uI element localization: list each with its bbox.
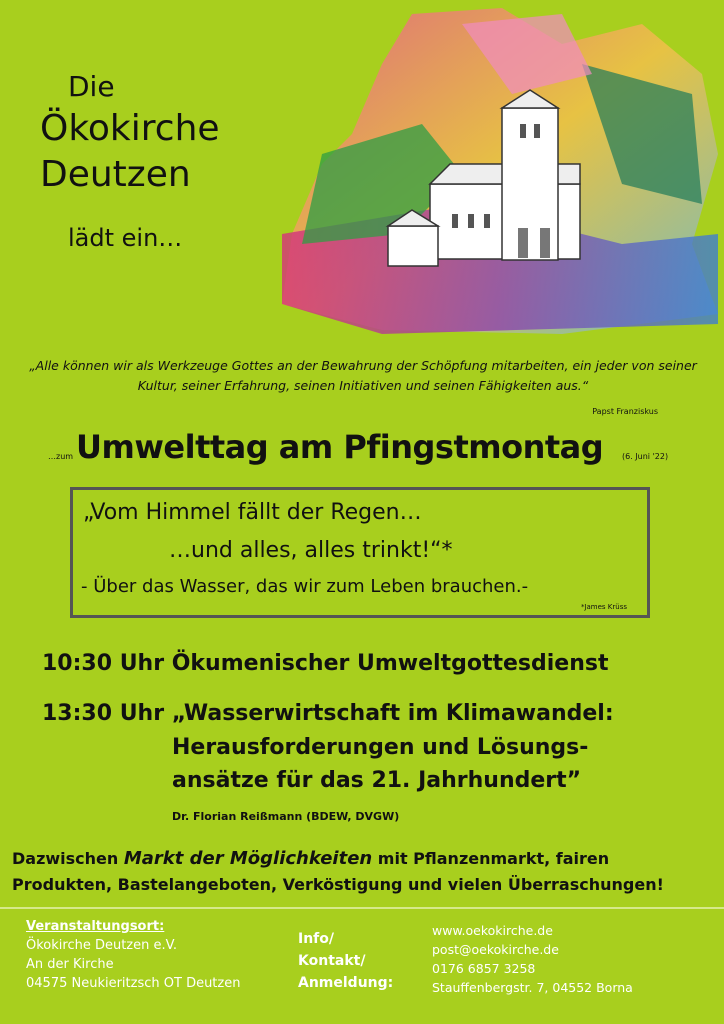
markt-suffix: mit Pflanzenmarkt, fairen Produkten, Bastelangeboten, Verköstigung und vielen Überraschungen!: [12, 849, 664, 894]
contact-address: Stauffenbergstr. 7, 04552 Borna: [432, 980, 633, 995]
schedule-item-1: 10:30 Uhr Ökumenischer Umweltgottesdienst: [42, 651, 609, 676]
motto-line2: …und alles, alles trinkt!“*: [169, 538, 453, 563]
schedule-item-2-cont1: Herausforderungen und Lösungs-: [172, 735, 589, 760]
contact-email: post@oekokirche.de: [432, 942, 559, 957]
event-date: (6. Juni '22): [622, 452, 669, 461]
markt-highlight: Markt der Möglichkeiten: [123, 848, 373, 869]
contact-phone: 0176 6857 3258: [432, 961, 536, 976]
header-title-line1: Ökokirche: [40, 108, 220, 149]
venue-name: Ökokirche Deutzen e.V.: [26, 938, 177, 953]
speaker: Dr. Florian Reißmann (BDEW, DVGW): [172, 810, 400, 823]
info-label-2: Kontakt/: [298, 953, 366, 969]
contact-block: [432, 921, 633, 997]
venue-block: [26, 917, 240, 993]
info-label-1: Info/: [298, 931, 334, 947]
markt-text: [12, 846, 712, 898]
event-prefix: …zum: [48, 452, 74, 461]
header-title-line2: Deutzen: [40, 154, 191, 195]
header-title: [40, 106, 220, 198]
motto-box: [70, 487, 650, 618]
schedule-item-2: 13:30 Uhr „Wasserwirtschaft im Klimawandel:: [42, 701, 614, 726]
venue-city: 04575 Neukieritzsch OT Deutzen: [26, 976, 241, 991]
contact-web: www.oekokirche.de: [432, 923, 553, 938]
venue-label: Veranstaltungsort:: [26, 919, 165, 934]
header-die: Die: [68, 70, 115, 103]
header-ladt-ein: lädt ein…: [68, 224, 183, 252]
info-label-block: [298, 928, 393, 994]
quote-author: Papst Franziskus: [592, 407, 658, 416]
motto-line3: - Über das Wasser, das wir zum Leben brauchen.-: [81, 576, 529, 597]
footer-divider: [0, 907, 724, 909]
motto-line1: „Vom Himmel fällt der Regen…: [83, 500, 422, 525]
motto-credit: *James Krüss: [580, 603, 627, 611]
event-title: Umwelttag am Pfingstmontag: [76, 428, 604, 466]
schedule-item-2-cont2: ansätze für das 21. Jahrhundert”: [172, 768, 582, 793]
church-artwork: [262, 4, 720, 336]
markt-prefix: Dazwischen: [12, 849, 124, 868]
venue-street: An der Kirche: [26, 957, 114, 972]
pope-quote: „Alle können wir als Werkzeuge Gottes an der Bewahrung der Schöpfung mitarbeiten, ein jeder von seiner Kultur, seiner Erfahrung, seinen Initiativen und seinen Fähigkeiten aus.“: [29, 358, 697, 393]
info-label-3: Anmeldung:: [298, 975, 394, 991]
